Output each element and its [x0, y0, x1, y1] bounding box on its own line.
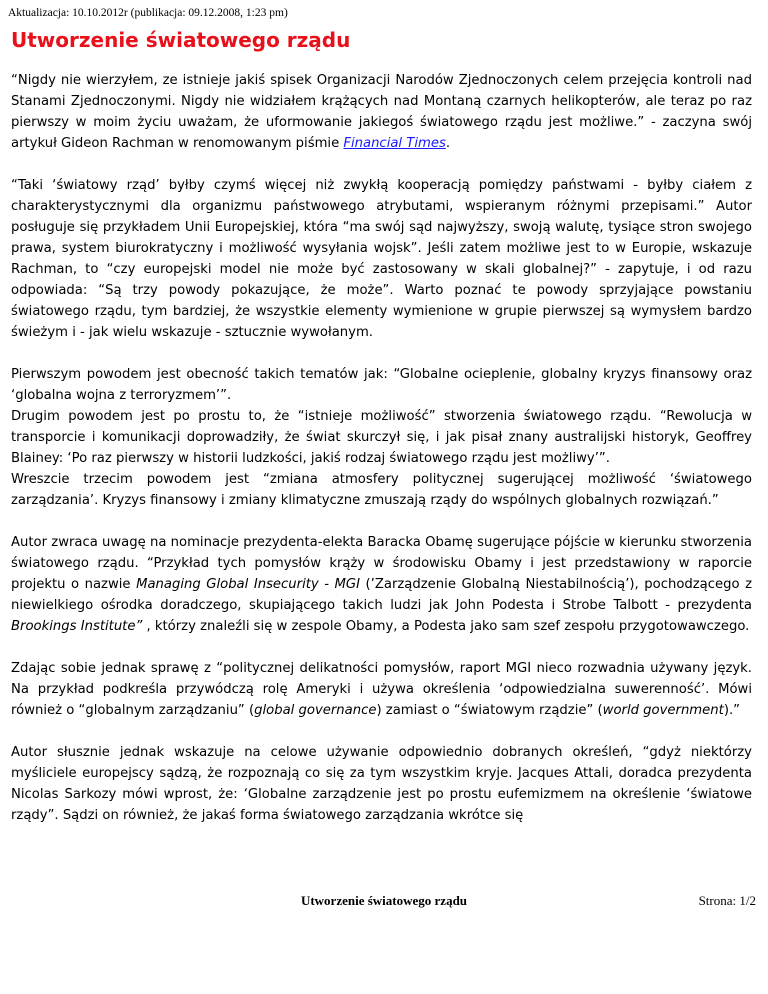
article-body [11, 70, 752, 847]
paragraph-6-text-c: , którzy znaleźli się w zespole Obamy, a Podesta jako sam szef zespołu przygotowawczego. [142, 619, 750, 634]
paragraph-7-text-a: Zdając sobie jednak sprawę z “politycznej delikatności pomysłów, raport MGI nieco rozwadnia używany język. Na przykład podkreśla przywódczą rolę Ameryki i używa określenia ‘odpowiedzialna suwerenność’. Mówi również o “globalnym zarządzaniu” ( [11, 661, 752, 718]
paragraph-2: “Taki ‘światowy rząd’ byłby czymś więcej niż zwykłą kooperacją pomiędzy państwami - byłby ciałem z charakterystycznymi dla organizmu państwowego atrybutami, wspieranym różnymi przepisami.” Autor posługuje się przykładem Unii Europejskiej, która “ma swój sąd najwyższy, swoją walutę, tysiące stron swojego prawa, system biurokratyczny i możliwość wysyłania wojsk”. Jeśli zatem możliwe jest to w Europie, wskazuje Rachman, to “czy europejski model nie może być zastosowany w skali globalnej?” - zapytuje, i od razu odpowiada: “Są trzy powody pokazujące, że może”. Warto poznać te powody sprzyjające powstaniu światowego rządu, tym bardziej, że wszystkie elementy wymienione w grupie pierwszej są wymysłem bardzo świeżym i - jak wielu wskazuje - sztucznie wywołanym. [11, 178, 752, 340]
paragraph-4: Drugim powodem jest po prostu to, że “istnieje możliwość” stworzenia światowego rządu. “Rewolucja w transporcie i komunikacji doprowadziły, że świat skurczył się, i jak pisał znany australijski historyk, Geoffrey Blainey: ‘Po raz pierwszy w historii ludzkości, jakiś rodzaj światowego rządu jest możliwy’”. [11, 409, 752, 466]
global-governance-term: global governance [254, 703, 377, 718]
paragraph-6 [11, 532, 752, 637]
paragraph-7-text-b: ) zamiast o “światowym rządzie” ( [376, 703, 603, 718]
paragraph-1-end: . [445, 136, 451, 151]
paragraph-1-text: “Nigdy nie wierzyłem, ze istnieje jakiś spisek Organizacji Narodów Zjednoczonych celem przejęcia kontroli nad Stanami Zjednoczonymi. Nigdy nie widziałem krążących nad Montaną czarnych helikopterów, ale teraz po raz pierwszy w moim życiu uważam, że uformowanie jakiegoś światowego rządu jest możliwe.” - zaczyna swój artykuł Gideon Rachman w renomowanym piśmie [11, 73, 752, 151]
paragraph-7-text-c: ).” [723, 703, 740, 718]
footer-document-title: Utworzenie światowego rządu [300, 893, 468, 908]
paragraph-5: Wreszcie trzecim powodem jest “zmiana atmosfery politycznej sugerującej możliwość ‘światowego zarządzania’. Kryzys finansowy i zmiany klimatyczne zmuszają rządy do wspólnych globalnych rozwiązań.” [11, 472, 752, 508]
article-title: Utworzenie światowego rządu [11, 28, 351, 52]
world-government-term: world government [602, 703, 724, 718]
paragraph-6-text-a: Autor zwraca uwagę na nominacje prezydenta-elekta Baracka Obamę sugerujące pójście w kierunku stworzenia światowego rządu. “Przykład tych pomysłów krąży w środowisku Obamy i jest przedstawiony w raporcie projektu o nazwie [11, 535, 752, 592]
brookings-institute-name: Brookings Institute” [11, 619, 143, 634]
paragraph-1 [11, 70, 752, 154]
financial-times-link[interactable]: Financial Times [343, 136, 446, 151]
paragraph-8: Autor słusznie jednak wskazuje na celowe używanie odpowiednio dobranych określeń, “gdyż niektórzy myśliciele europejscy sądzą, że rozpoznają co się za tym wszystkim kryje. Jacques Attali, doradca prezydenta Nicolas Sarkozy mówi wprost, że: ‘Globalne zarządzenie jest po prostu eufemizmem na określenie ‘światowe rządy”. Sądzi on również, że jakaś forma światowego zarządzania wkrótce się [11, 745, 752, 823]
paragraph-7 [11, 658, 752, 721]
paragraph-6-text-b: (’Zarządzenie Globalną Niestabilnością’), pochodzącego z niewielkiego ośrodka doradczego, skupiającego takich ludzi jak John Podesta i Strobe Talbott - prezydenta [11, 577, 752, 613]
mgi-project-name: Managing Global Insecurity - MGI [136, 577, 360, 592]
publication-date-line: Aktualizacja: 10.10.2012r (publikacja: 09.12.2008, 1:23 pm) [8, 7, 288, 19]
footer-page-number: Strona: 1/2 [698, 893, 756, 908]
paragraph-3: Pierwszym powodem jest obecność takich tematów jak: “Globalne ocieplenie, globalny kryzys finansowy oraz ‘globalna wojna z terroryzmem’”. [11, 367, 752, 403]
